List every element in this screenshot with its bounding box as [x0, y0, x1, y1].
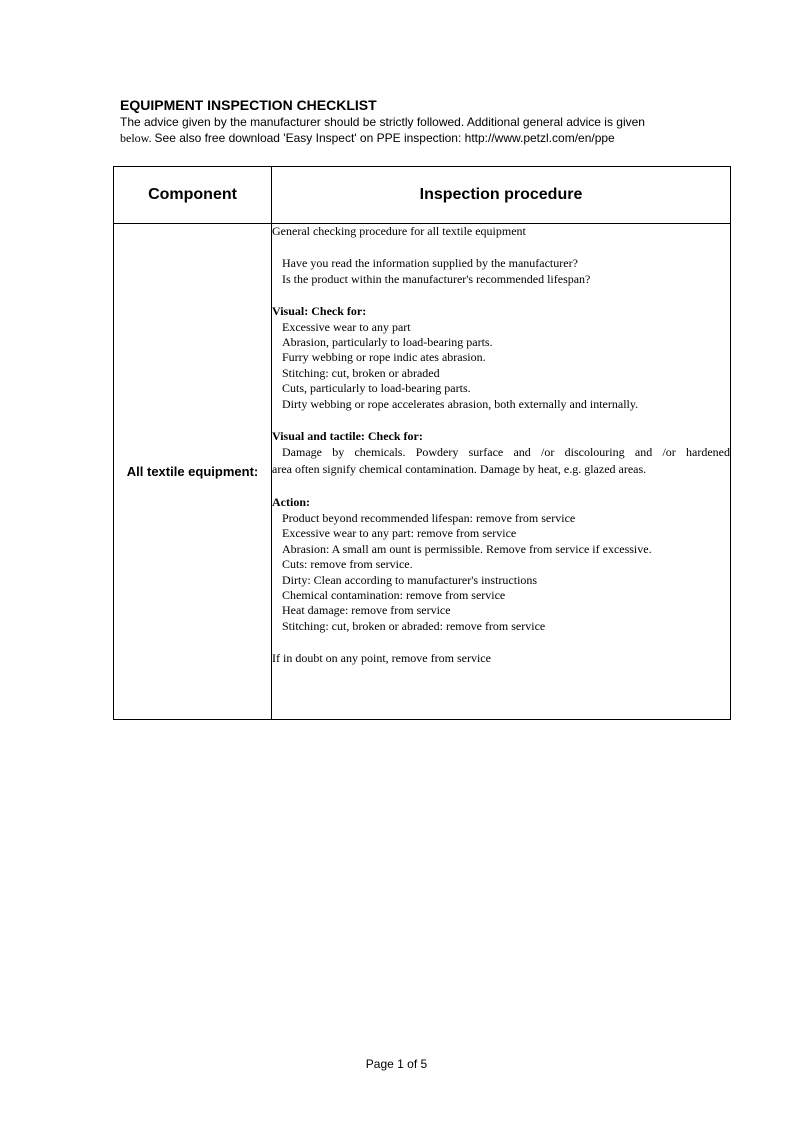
general-procedure-text: General checking procedure for all textile equipment — [272, 224, 526, 238]
component-cell: All textile equipment: — [114, 224, 272, 720]
page-title: EQUIPMENT INSPECTION CHECKLIST — [120, 97, 377, 113]
action-item: Cuts: remove from service. — [282, 557, 413, 572]
action-item: Dirty: Clean according to manufacturer's instructions — [282, 572, 538, 587]
action-item: Stitching: cut, broken or abraded: remove from service — [282, 618, 546, 633]
inspection-table — [113, 166, 731, 720]
document-header — [120, 96, 680, 146]
page-number: Page 1 of 5 — [365, 1057, 428, 1071]
column-header-component: Component — [114, 167, 272, 224]
visual-item: Abrasion, particularly to load-bearing parts. — [282, 335, 493, 350]
intro-line-1: The advice given by the manufacturer should be strictly followed. Additional general advice is given — [120, 115, 645, 129]
visual-item: Stitching: cut, broken or abraded — [282, 365, 440, 380]
action-item: Chemical contamination: remove from service — [282, 587, 506, 602]
tactile-heading: Visual and tactile: Check for: — [272, 429, 423, 444]
visual-item: Dirty webbing or rope accelerates abrasion, both externally and internally. — [282, 396, 639, 411]
question-item: Have you read the information supplied by the manufacturer? — [282, 256, 578, 271]
closing-note: If in doubt on any point, remove from service — [272, 651, 491, 666]
intro-line-2-link-text: See also free download 'Easy Inspect' on PPE inspection: http://www.petzl.com/en/ppe — [154, 131, 615, 145]
intro-line-2 — [120, 130, 680, 146]
action-item: Heat damage: remove from service — [282, 603, 451, 618]
visual-item: Cuts, particularly to load-bearing parts. — [282, 381, 471, 396]
table-header-row — [114, 167, 731, 224]
procedure-cell — [272, 224, 731, 720]
visual-item: Excessive wear to any part — [282, 319, 411, 334]
column-header-procedure: Inspection procedure — [272, 167, 731, 224]
action-item: Abrasion: A small am ount is permissible. Remove from service if excessive. — [282, 541, 652, 556]
table-row — [114, 224, 731, 720]
action-heading: Action: — [272, 495, 310, 510]
tactile-text-line-1: Damage by chemicals. Powdery surface and /or discolouring and /or hardened — [282, 445, 730, 460]
intro-line-2-start: below. — [120, 131, 155, 145]
question-item: Is the product within the manufacturer's recommended lifespan? — [282, 271, 591, 286]
tactile-text-line-2: area often signify chemical contamination. Damage by heat, e.g. glazed areas. — [272, 462, 647, 477]
visual-item: Furry webbing or rope indic ates abrasion. — [282, 350, 486, 365]
action-item: Product beyond recommended lifespan: remove from service — [282, 510, 576, 525]
visual-heading: Visual: Check for: — [272, 304, 367, 319]
action-item: Excessive wear to any part: remove from service — [282, 526, 517, 541]
